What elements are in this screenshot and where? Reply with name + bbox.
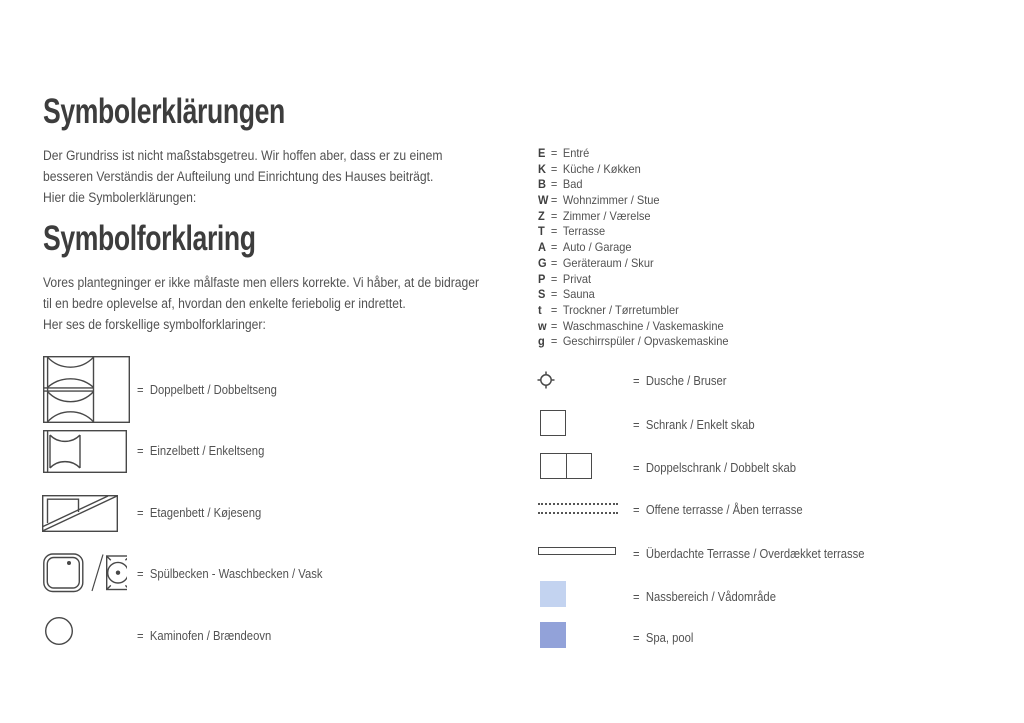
room-code-desc: Terrasse (562, 224, 606, 239)
room-code-letter: g (538, 334, 545, 349)
room-code-letter: E (538, 146, 546, 160)
equals-sign: = (633, 547, 640, 561)
text-line: Hier die Symbolerklärungen: (43, 190, 197, 205)
room-code-desc: Wohnzimmer / Stue (562, 193, 660, 208)
room-code-row (538, 256, 729, 272)
page-title-german: Symbolerklärungen (43, 92, 285, 131)
equals-sign: = (633, 418, 640, 432)
room-code-row (538, 287, 729, 303)
room-code-row (538, 272, 729, 288)
room-code-letter: B (538, 177, 546, 192)
equals-sign: = (137, 506, 144, 520)
room-code-letter: G (538, 255, 547, 270)
legend-label-double-bed: = Doppelbett / Dobbeltseng (137, 383, 277, 397)
room-code-desc: Geschirrspüler / Opvaskemaskine (562, 334, 729, 349)
legend-label-single-bed: = Einzelbett / Enkeltseng (137, 444, 265, 458)
intro-german (43, 145, 443, 208)
room-code-desc: Trockner / Tørretumbler (562, 302, 679, 317)
double-cabinet-icon (540, 453, 592, 479)
text-line: Her ses de forskellige symbolforklaringer: (43, 317, 266, 332)
room-code-desc: Waschmaschine / Vaskemaskine (562, 318, 724, 333)
text-line: til en bedre oplevelse af, hvordan den enkelte feriebolig er indrettet. (43, 296, 406, 311)
legend-label-stove: = Kaminofen / Brændeovn (137, 629, 272, 643)
equals-sign: = (550, 318, 558, 333)
text-line: Der Grundriss ist nicht maßstabsgetreu. Wir hoffen aber, dass er zu einem (43, 148, 443, 163)
room-code-desc: Sauna (562, 287, 595, 302)
equals-sign: = (550, 271, 558, 286)
equals-sign: = (137, 444, 144, 458)
covered-terrace-icon (538, 547, 616, 555)
text-line: besseren Verständis der Aufteilung und Einrichtung des Hauses beiträgt. (43, 169, 434, 184)
legend-label-spa-pool: = Spa, pool (633, 631, 694, 645)
room-code-row (538, 334, 729, 350)
equals-sign: = (550, 193, 558, 208)
legend-label-bunk-bed: = Etagenbett / Køjeseng (137, 506, 262, 520)
room-code-desc: Geräteraum / Skur (562, 255, 654, 270)
room-code-desc: Privat (562, 271, 592, 286)
legend-label-single-cabinet: = Schrank / Enkelt skab (633, 418, 755, 432)
open-terrace-icon (538, 503, 618, 514)
equals-sign: = (137, 629, 144, 643)
room-code-desc: Entré (562, 146, 590, 160)
room-code-letter: W (538, 193, 549, 208)
room-code-letter: Z (538, 208, 545, 223)
room-code-list (538, 146, 729, 350)
legend-label-shower: = Dusche / Bruser (633, 374, 727, 388)
equals-sign: = (550, 177, 558, 192)
equals-sign: = (137, 383, 144, 397)
room-code-row (538, 240, 729, 256)
equals-sign: = (137, 567, 144, 581)
wood-stove-icon (44, 616, 74, 646)
equals-sign: = (550, 208, 558, 223)
equals-sign: = (550, 161, 558, 176)
legend-label-open-terrace: = Offene terrasse / Åben terrasse (633, 503, 803, 517)
equals-sign: = (550, 334, 558, 349)
equals-sign: = (550, 287, 558, 302)
room-code-letter: A (538, 240, 546, 255)
page-title-danish: Symbolforklaring (43, 219, 256, 258)
single-cabinet-icon (540, 410, 566, 436)
cabinet-divider (566, 454, 567, 478)
legend-label-sink: = Spülbecken - Waschbecken / Vask (137, 567, 323, 581)
room-code-row (538, 224, 729, 240)
room-code-row (538, 209, 729, 225)
room-code-letter: K (538, 161, 546, 176)
equals-sign: = (633, 590, 640, 604)
room-code-letter: S (538, 287, 546, 302)
room-code-row (538, 146, 729, 162)
room-code-desc: Bad (562, 177, 583, 192)
room-code-row (538, 303, 729, 319)
room-code-letter: P (538, 271, 546, 286)
equals-sign: = (633, 631, 640, 645)
intro-danish (43, 272, 479, 335)
equals-sign: = (633, 461, 640, 475)
equals-sign: = (550, 224, 558, 239)
equals-sign: = (550, 146, 558, 160)
room-code-letter: w (538, 318, 547, 333)
wet-area-icon (540, 581, 566, 607)
text-line: Vores plantegninger er ikke målfaste men ellers korrekte. Vi håber, at de bidrager (43, 275, 480, 290)
legend-label-covered-terrace: = Überdachte Terrasse / Overdækket terrasse (633, 547, 865, 561)
equals-sign: = (550, 255, 558, 270)
shower-icon (536, 370, 556, 390)
room-code-row (538, 162, 729, 178)
double-bed-icon (43, 356, 130, 423)
room-code-letter: T (538, 224, 545, 239)
equals-sign: = (633, 374, 640, 388)
equals-sign: = (550, 302, 558, 317)
room-code-desc: Küche / Køkken (562, 161, 641, 176)
room-code-desc: Auto / Garage (562, 240, 632, 255)
legend-label-wet-area: = Nassbereich / Vådområde (633, 590, 776, 604)
room-code-desc: Zimmer / Værelse (562, 208, 651, 223)
legend-label-double-cabinet: = Doppelschrank / Dobbelt skab (633, 461, 796, 475)
room-code-letter: t (538, 302, 542, 317)
room-code-row (538, 193, 729, 209)
equals-sign: = (633, 503, 640, 517)
single-bed-icon (43, 430, 127, 473)
bunk-bed-icon (42, 495, 118, 532)
room-code-row (538, 177, 729, 193)
sink-basin-icon (43, 553, 127, 593)
equals-sign: = (550, 240, 558, 255)
spa-pool-icon (540, 622, 566, 648)
room-code-row (538, 319, 729, 335)
